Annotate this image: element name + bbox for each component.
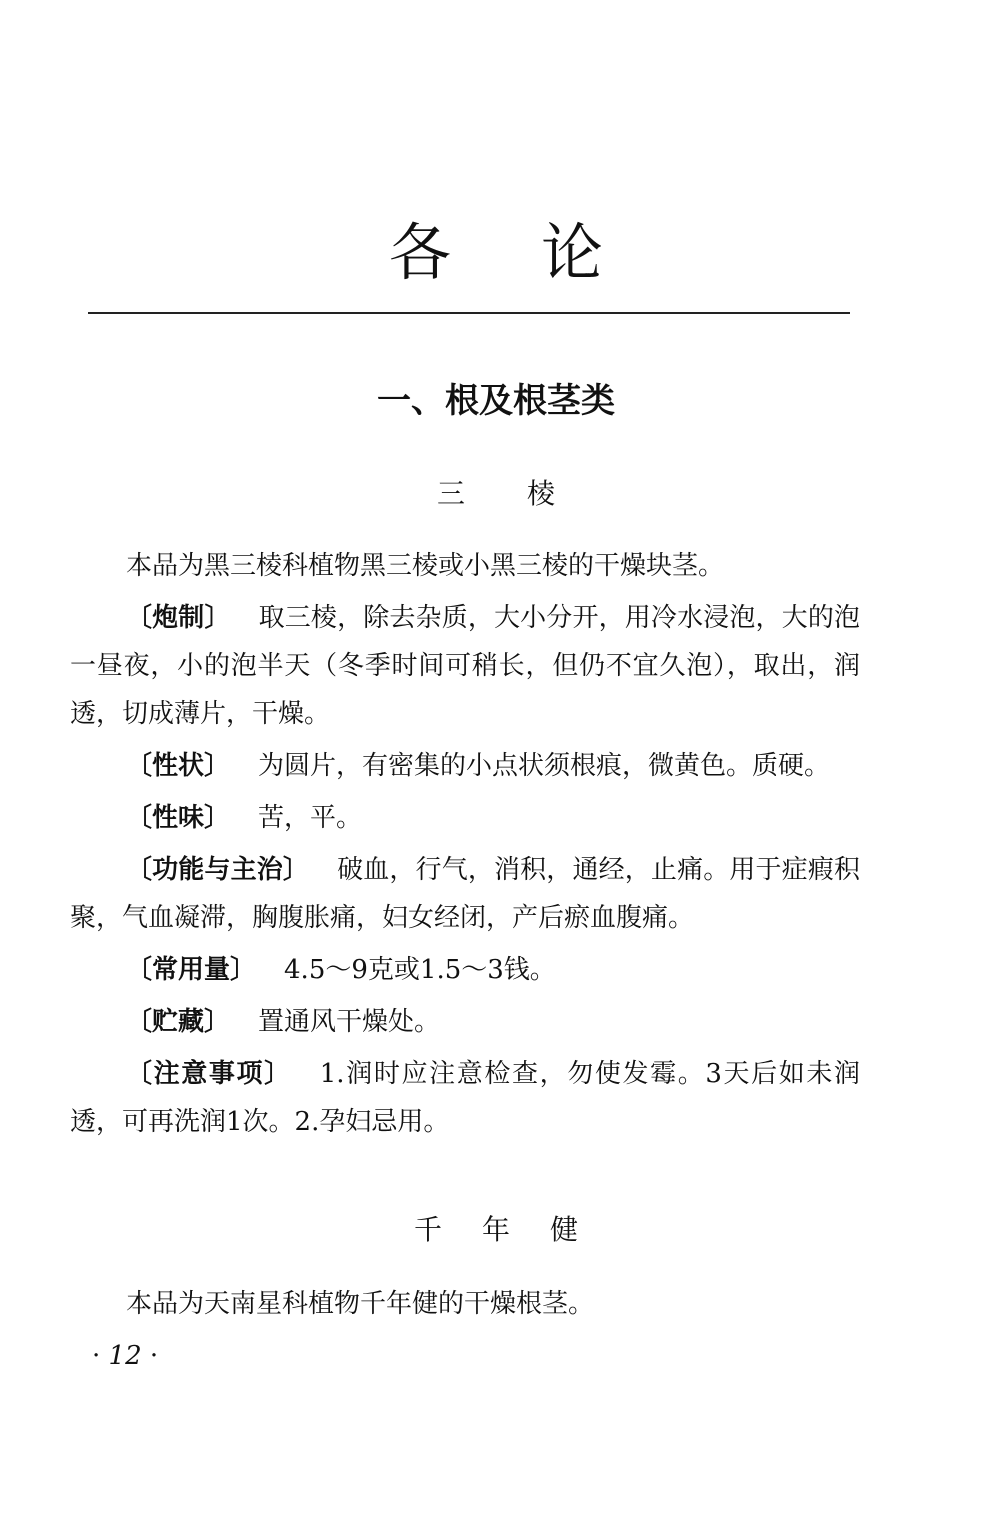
entry-text: 取三棱，除去杂质，大小分开，用冷水浸泡，大的泡一昼夜，小的泡半天（冬季时间可稍长，但仍不宜久泡），取出，润透，切成薄片，干燥。 (70, 603, 860, 729)
entry-taste (70, 794, 860, 842)
entry-appearance (70, 742, 860, 790)
chapter-title: 一、根及根茎类 (377, 381, 615, 421)
section-intro: 本品为黑三棱科植物黑三棱或小黑三棱的干燥块茎。 (126, 551, 725, 581)
title-divider (88, 312, 850, 314)
entry-processing (70, 594, 860, 738)
section-body-qiannianjian (70, 1280, 860, 1332)
entry-label: 〔炮制〕 (126, 603, 231, 633)
entry-label: 〔注意事项〕 (126, 1059, 292, 1089)
page-number-value: 12 (108, 1341, 142, 1371)
entry-text: 4.5～9克或1.5～3钱。 (284, 955, 556, 985)
entry-label: 〔贮藏〕 (126, 1007, 231, 1037)
section-title-qiannianjian: 千年健 (413, 1213, 618, 1246)
entry-label: 〔性状〕 (126, 751, 231, 781)
entry-text: 置通风干燥处。 (258, 1007, 441, 1037)
part-title: 各论 (388, 216, 693, 289)
entry-notes (70, 1050, 860, 1146)
page-number-dot-left: · (92, 1341, 101, 1371)
entry-text: 苦，平。 (258, 803, 363, 833)
entry-label: 〔性味〕 (126, 803, 231, 833)
entry-dosage (70, 946, 860, 994)
entry-text: 为圆片，有密集的小点状须根痕，微黄色。质硬。 (258, 751, 831, 781)
entry-function (70, 846, 860, 942)
section-body-sanleng (70, 542, 860, 1150)
entry-text: 1.润时应注意检查，勿使发霉。3天后如未润透，可再洗润1次。2.孕妇忌用。 (70, 1059, 860, 1137)
page-number-dot-right: · (149, 1341, 159, 1371)
entry-label: 〔常用量〕 (126, 955, 257, 985)
section-intro: 本品为天南星科植物千年健的干燥根茎。 (126, 1289, 595, 1319)
entry-storage (70, 998, 860, 1046)
section-title-sanleng: 三棱 (436, 477, 617, 510)
entry-text: 破血，行气，消积，通经，止痛。用于症瘕积聚，气血凝滞，胸腹胀痛，妇女经闭，产后瘀血腹痛。 (70, 855, 860, 933)
entry-label: 〔功能与主治〕 (126, 855, 310, 885)
page-number (92, 1336, 158, 1376)
